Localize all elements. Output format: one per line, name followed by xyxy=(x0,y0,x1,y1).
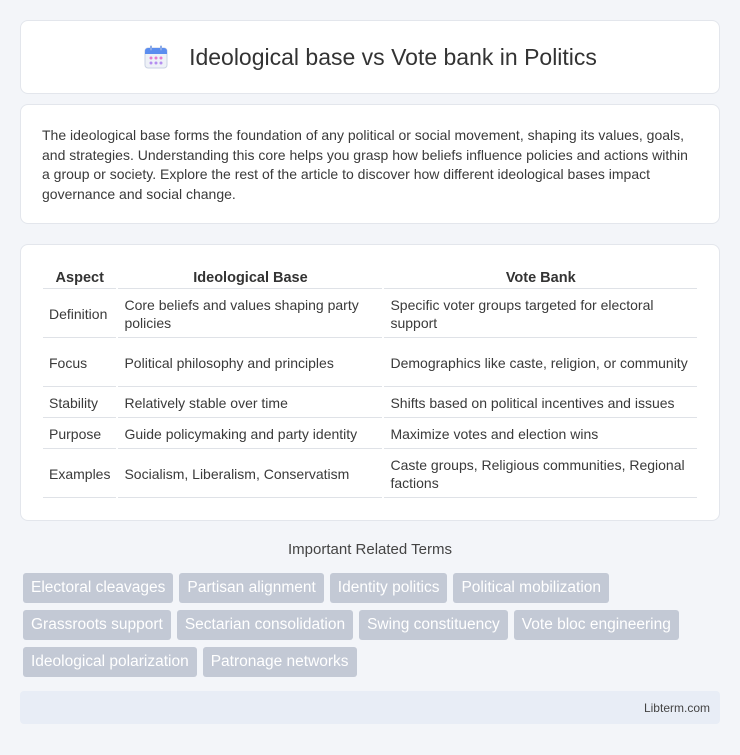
footer-site-link[interactable]: Libterm.com xyxy=(643,701,710,715)
comparison-card xyxy=(20,244,720,521)
row-ideological-base: Core beliefs and values shaping party policies xyxy=(118,291,382,338)
row-aspect: Purpose xyxy=(43,420,116,449)
intro-card xyxy=(20,104,720,224)
header-ideological-base: Ideological Base xyxy=(118,267,382,289)
comparison-table xyxy=(41,265,699,500)
row-vote-bank: Shifts based on political incentives and issues xyxy=(384,389,697,418)
header-card xyxy=(20,20,720,94)
header-vote-bank: Vote Bank xyxy=(384,267,697,289)
row-ideological-base: Socialism, Liberalism, Conservatism xyxy=(118,451,382,498)
table-row xyxy=(43,291,697,338)
row-vote-bank: Demographics like caste, religion, or community xyxy=(384,340,697,387)
page-title: Ideological base vs Vote bank in Politics xyxy=(189,43,597,70)
row-vote-bank: Maximize votes and election wins xyxy=(384,420,697,449)
calendar-icon xyxy=(143,44,169,70)
related-term-tag[interactable]: Sectarian consolidation xyxy=(177,610,353,640)
table-row xyxy=(43,451,697,498)
table-row xyxy=(43,389,697,418)
related-term-tag[interactable]: Partisan alignment xyxy=(179,573,323,603)
table-row xyxy=(43,420,697,449)
row-aspect: Definition xyxy=(43,291,116,338)
related-term-tag[interactable]: Political mobilization xyxy=(453,573,609,603)
row-aspect: Stability xyxy=(43,389,116,418)
related-term-tag[interactable]: Identity politics xyxy=(330,573,448,603)
row-vote-bank: Specific voter groups targeted for electoral support xyxy=(384,291,697,338)
row-vote-bank: Caste groups, Religious communities, Regional factions xyxy=(384,451,697,498)
related-term-tag[interactable]: Patronage networks xyxy=(203,647,357,677)
row-ideological-base: Relatively stable over time xyxy=(118,389,382,418)
related-term-tag[interactable]: Electoral cleavages xyxy=(23,573,173,603)
related-term-tag[interactable]: Vote bloc engineering xyxy=(514,610,679,640)
table-header-row xyxy=(43,267,697,289)
related-terms-list xyxy=(23,573,723,677)
row-aspect: Examples xyxy=(43,451,116,498)
related-term-tag[interactable]: Ideological polarization xyxy=(23,647,197,677)
related-term-tag[interactable]: Swing constituency xyxy=(359,610,508,640)
related-terms-title: Important Related Terms xyxy=(288,541,452,558)
row-aspect: Focus xyxy=(43,340,116,387)
table-row xyxy=(43,340,697,387)
header-aspect: Aspect xyxy=(43,267,116,289)
row-ideological-base: Political philosophy and principles xyxy=(118,340,382,387)
intro-text: The ideological base forms the foundation of any political or social movement, shaping its values, goals, and strategies. Understanding this core helps you grasp how beliefs influence policies and actions within a group or society. Explore the rest of the article to discover how different ideological bases impact governance and social change. xyxy=(42,127,688,202)
related-term-tag[interactable]: Grassroots support xyxy=(23,610,171,640)
footer xyxy=(20,691,720,724)
row-ideological-base: Guide policymaking and party identity xyxy=(118,420,382,449)
